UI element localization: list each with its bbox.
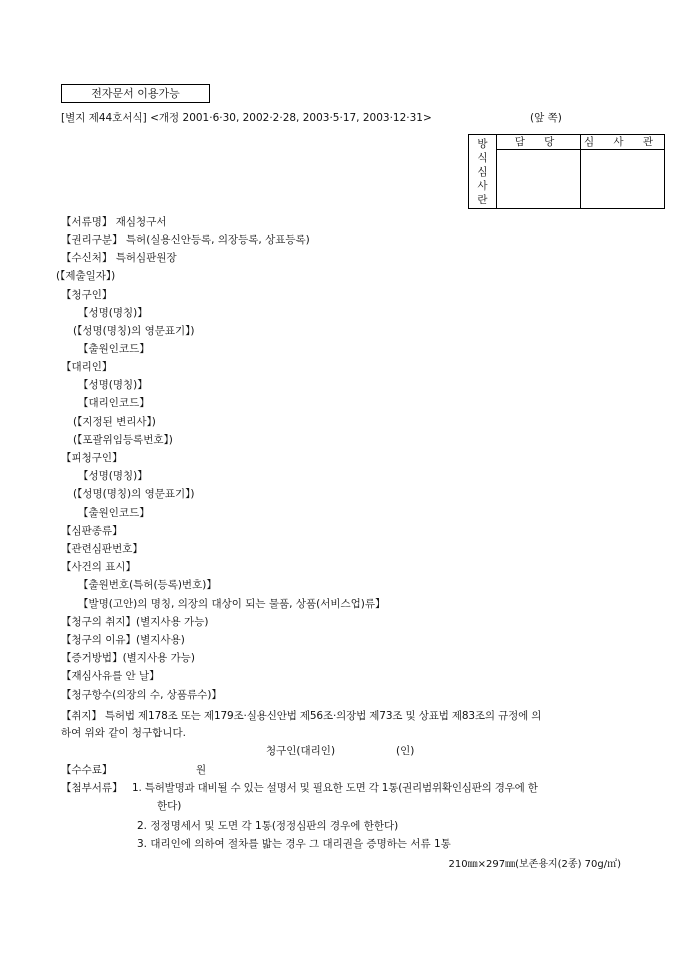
field-invention-title: 【발명(고안)의 명칭, 의장의 대상이 되는 물품, 상품(서비스업)류】 <box>78 598 386 610</box>
field-recipient: 【수신처】 특허심판원장 <box>61 252 177 264</box>
paper-spec: 210㎜×297㎜(보존용지(2종) 70g/㎡) <box>448 859 621 870</box>
field-respondent-applicant-code: 【출원인코드】 <box>78 507 150 519</box>
attachment-item-2: 2. 정정명세서 및 도면 각 1통(정정심판의 경우에 한한다) <box>137 820 399 832</box>
field-submission-date: (【제출일자】) <box>56 270 116 282</box>
field-respondent: 【피청구인】 <box>61 452 123 464</box>
field-claimant-name: 【성명(명칭)】 <box>78 307 148 319</box>
field-agent: 【대리인】 <box>61 361 113 373</box>
field-right-type: 【권리구분】 특허(실용신안등록, 의장등록, 상표등록) <box>61 234 310 246</box>
field-designated-attorney: (【지정된 변리사】) <box>73 416 156 428</box>
field-agent-name: 【성명(명칭)】 <box>78 379 148 391</box>
field-agent-code: 【대리인코드】 <box>78 397 150 409</box>
attachment-item-3: 3. 대리인에 의하여 절차를 밟는 경우 그 대리권을 증명하는 서류 1통 <box>137 838 451 850</box>
seal-mark: (인) <box>396 745 415 757</box>
field-claim-purpose: 【청구의 취지】(별지사용 가능) <box>61 616 209 628</box>
field-related-trial-number: 【관련심판번호】 <box>61 543 143 555</box>
field-claim-count: 【청구항수(의장의 수, 상품류수)】 <box>61 689 222 701</box>
field-general-power-number: (【포괄위임등록번호】) <box>73 434 173 446</box>
fee-unit: 원 <box>196 764 207 776</box>
field-application-number: 【출원번호(특허(등록)번호)】 <box>78 579 217 591</box>
attachment-item-1: 1. 특허발명과 대비될 수 있는 설명서 및 필요한 도면 각 1통(권리범위확인심판의 경우에 한 <box>132 782 538 794</box>
review-box-col-officer: 담 당 <box>497 135 581 150</box>
form-number: [별지 제44호서식] <개정 2001·6·30, 2002·2·28, 2003·5·17, 2003·12·31> <box>61 112 432 124</box>
review-box-officer-cell <box>497 150 581 209</box>
purpose-statement-line2: 하여 위와 같이 청구합니다. <box>61 727 186 739</box>
fee-label: 【수수료】 <box>61 764 113 776</box>
field-claimant-applicant-code: 【출원인코드】 <box>78 343 150 355</box>
field-respondent-english-name: (【성명(명칭)의 영문표기】) <box>73 488 195 500</box>
electronic-document-tag: 전자문서 이용가능 <box>61 84 210 103</box>
review-box <box>468 134 665 209</box>
field-trial-type: 【심판종류】 <box>61 525 123 537</box>
attachment-item-1-cont: 한다) <box>157 800 182 812</box>
signer-label: 청구인(대리인) <box>266 745 336 757</box>
field-evidence: 【증거방법】(별지사용 가능) <box>61 652 195 664</box>
field-claimant-english-name: (【성명(명칭)의 영문표기】) <box>73 325 195 337</box>
field-claim-reason: 【청구의 이유】(별지사용) <box>61 634 185 646</box>
page-side-label: (앞 쪽) <box>530 112 562 124</box>
field-respondent-name: 【성명(명칭)】 <box>78 470 148 482</box>
field-claimant: 【청구인】 <box>61 289 113 301</box>
attachments-label: 【첨부서류】 <box>61 782 123 794</box>
review-box-side-label: 방 식 심 사 란 <box>469 135 497 209</box>
review-box-col-examiner: 심 사 관 <box>581 135 665 150</box>
field-document-name: 【서류명】 재심청구서 <box>61 216 167 228</box>
purpose-statement-line1: 【취지】 특허법 제178조 또는 제179조·실용신안법 제56조·의장법 제73조 및 상표법 제83조의 규정에 의 <box>61 710 542 722</box>
field-case-indication: 【사건의 표시】 <box>61 561 137 573</box>
field-retrial-reason-date: 【재심사유를 안 날】 <box>61 670 160 682</box>
review-box-examiner-cell <box>581 150 665 209</box>
